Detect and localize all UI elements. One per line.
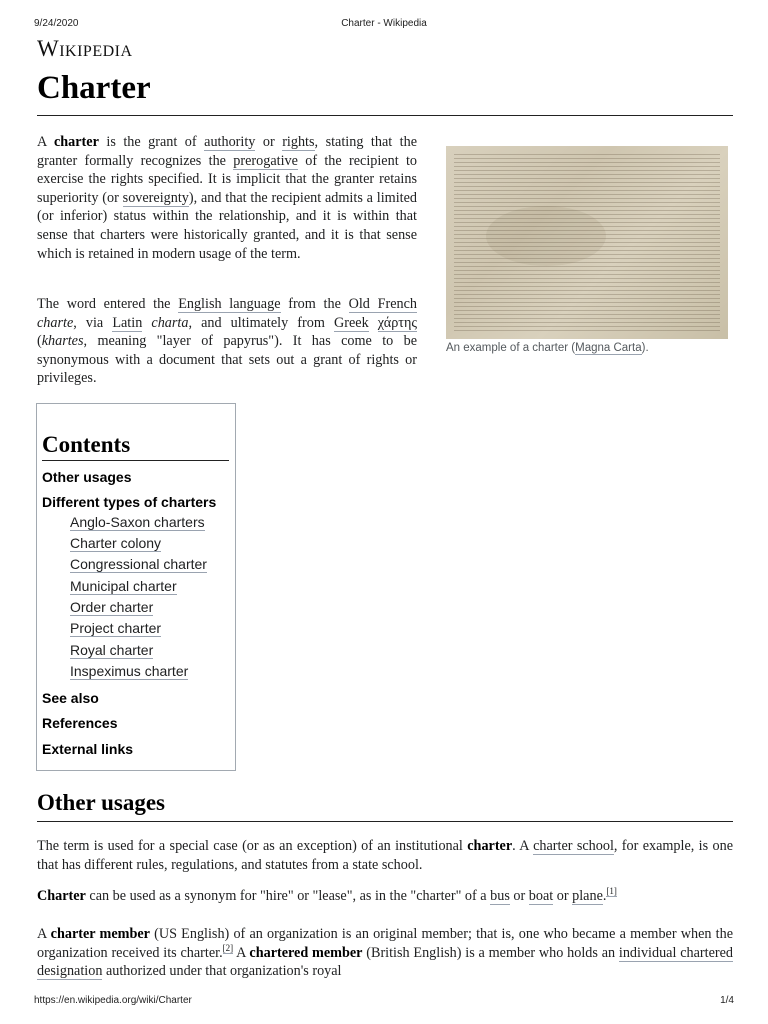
toc-item-municipal[interactable]: Municipal charter	[70, 578, 177, 594]
page-title: Charter	[37, 70, 151, 106]
reference-2[interactable]: [2]	[222, 942, 234, 953]
magna-carta-image[interactable]	[446, 146, 728, 339]
toc-item-external-links[interactable]: External links	[42, 741, 134, 757]
lede-paragraph-2: The word entered the English language from the Old French charte, via Latin charta, and ultimately from Greek χάρτης (khartes, meaning "layer of papyrus"). It has come to be synonymous with a document that sets out a grant of rights or privileges.	[37, 296, 418, 387]
link-latin[interactable]: Latin	[112, 314, 143, 331]
print-date: 9/24/2020	[34, 18, 79, 29]
toc-item-project[interactable]: Project charter	[70, 620, 162, 636]
image-caption: An example of a charter (Magna Carta).	[446, 342, 649, 354]
section-paragraph-1: The term is used for a special case (or as an exception) of an institutional charter. A charter school, for example, is one that has different rules, regulations, and statutes from a state school.	[37, 838, 733, 873]
print-page-number: 1/4	[720, 995, 734, 1006]
link-charter-school[interactable]: charter school	[533, 838, 614, 854]
bold-term: charter	[53, 134, 99, 150]
table-of-contents	[36, 403, 236, 771]
link-greek[interactable]: Greek	[334, 314, 369, 331]
toc-item-references[interactable]: References	[42, 715, 118, 731]
lede-paragraph-1: A charter is the grant of authority or rights, stating that the granter formally recognizes the prerogative of the recipient to exercise the rights specified. It is implicit that the granter retains superiority (or sovereignty), and that the recipient admits a limited (or inferior) status within the relationship, and it is within that sense that charters were historically granted, and it is that sense which is retained in modern usage of the term.	[37, 134, 418, 262]
toc-item-order[interactable]: Order charter	[70, 599, 154, 615]
link-individual-chartered-designation[interactable]: individual chartered designation	[37, 944, 733, 980]
print-url: https://en.wikipedia.org/wiki/Charter	[34, 995, 192, 1006]
link-greek-word[interactable]: χάρτης	[377, 314, 418, 331]
link-magna-carta[interactable]: Magna Carta	[575, 342, 642, 354]
toc-item-congressional[interactable]: Congressional charter	[70, 556, 207, 572]
link-plane[interactable]: plane	[572, 888, 603, 904]
toc-item-royal[interactable]: Royal charter	[70, 642, 154, 658]
toc-item-charter-colony[interactable]: Charter colony	[70, 535, 162, 551]
reference-1[interactable]: [1]	[606, 886, 617, 897]
toc-item-inspeximus[interactable]: Inspeximus charter	[70, 663, 189, 679]
link-prerogative[interactable]: prerogative	[233, 152, 298, 169]
link-authority[interactable]: authority	[204, 134, 256, 150]
section-paragraph-2: Charter can be used as a synonym for "hire" or "lease", as in the "charter" of a bus or boat or plane.[1]	[37, 886, 617, 904]
print-page-title: Charter - Wikipedia	[341, 18, 427, 29]
wikipedia-logo[interactable]: Wikipedia	[37, 36, 133, 61]
toc-title: Contents	[42, 432, 131, 457]
toc-item-anglo-saxon[interactable]: Anglo-Saxon charters	[70, 514, 205, 530]
section-divider	[37, 821, 733, 822]
section-heading-other-usages: Other usages	[37, 790, 165, 815]
toc-divider	[42, 460, 229, 461]
link-old-french[interactable]: Old French	[348, 296, 417, 312]
toc-item-different-types[interactable]: Different types of charters	[42, 494, 217, 510]
toc-item-other-usages[interactable]: Other usages	[42, 469, 132, 485]
toc-item-see-also[interactable]: See also	[42, 690, 99, 706]
section-paragraph-3: A charter member (US English) of an organization is an original member; that is, one who became a member when the organization received its charter.[2] A chartered member (British English) is a member who holds an individual chartered designation authorized under that organization's royal	[37, 926, 734, 980]
link-sovereignty[interactable]: sovereignty	[122, 189, 189, 206]
link-rights[interactable]: rights	[282, 134, 315, 150]
title-divider	[37, 115, 733, 116]
link-english-language[interactable]: English language	[178, 296, 281, 312]
link-bus[interactable]: bus	[490, 888, 510, 904]
link-boat[interactable]: boat	[528, 888, 554, 904]
